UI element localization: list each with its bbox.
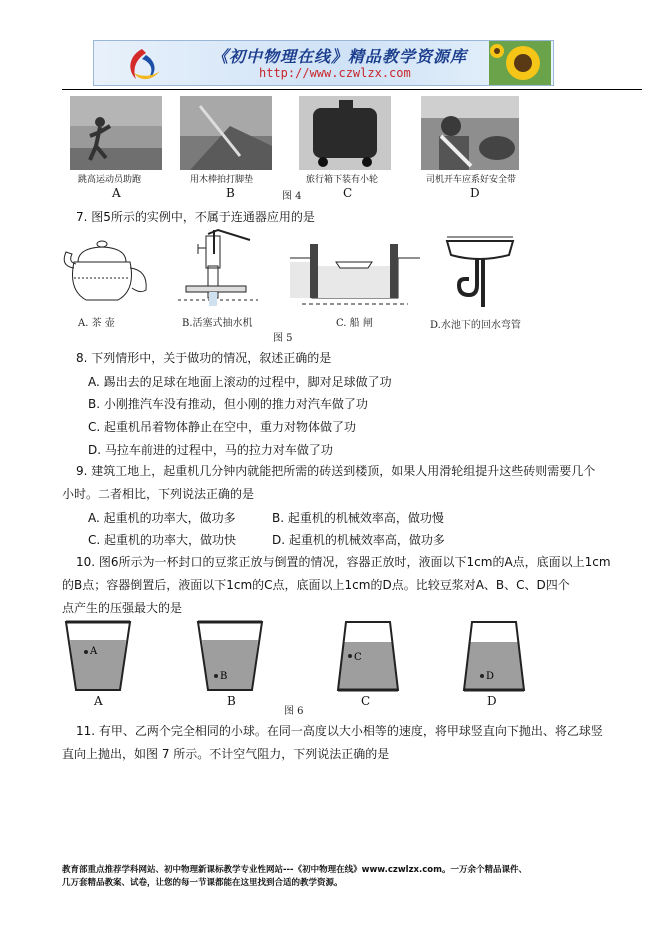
fig4-caption-a: 跳高运动员助跑 (78, 175, 142, 185)
page-footer (62, 864, 527, 890)
q8-text: 8. 下列情形中，关于做功的情况，叙述正确的是 (76, 351, 332, 365)
q10-line1: 10. 图6所示为一杯封口的豆浆正放与倒置的情况，容器正放时，液面以下1cm的A点，底面以上1cm (76, 555, 611, 569)
fig4-label: 图 4 (282, 191, 302, 202)
cup-inverted-c-icon (334, 620, 402, 692)
q9-line1: 9. 建筑工地上，起重机几分钟内就能把所需的砖送到楼顶，如果人用滑轮组提升这些砖则需要几个 (76, 464, 596, 478)
fig6-letter-b: B (227, 694, 236, 708)
q7-caption-b: B.活塞式抽水机 (182, 318, 253, 329)
fig6-letter-d: D (487, 694, 497, 708)
fig6-label: 图 6 (284, 706, 304, 717)
cup-upright-a-icon (64, 620, 132, 692)
fig4-letter-c: C (343, 186, 353, 200)
sunflower-icon (489, 41, 551, 86)
q10-line3: 点产生的压强最大的是 (62, 601, 183, 615)
point-b-label: B (220, 671, 228, 682)
ship-lock-icon (290, 240, 420, 306)
piston-pump-icon (178, 226, 258, 308)
site-logo-icon (112, 45, 172, 83)
q8-option-c: C. 起重机吊着物体静止在空中，重力对物体做了功 (88, 420, 357, 434)
q11-line2: 直向上抛出，如图 7 所示。不计空气阻力，下列说法正确的是 (62, 747, 390, 761)
point-a-label: A (90, 646, 98, 657)
drain-trap-icon (443, 233, 517, 309)
q8-option-b: B. 小刚推汽车没有推动，但小刚的推力对汽车做了功 (88, 397, 368, 411)
fig5-label: 图 5 (273, 333, 293, 344)
q7-caption-c: C. 船 闸 (336, 318, 373, 329)
q9-option-d: D. 起重机的机械效率高，做功多 (272, 533, 445, 547)
footer-line-2: 几万套精品教案、试卷，让您的每一节课都能在这里找到合适的教学资源。 (62, 878, 343, 888)
q9-option-a: A. 起重机的功率大，做功多 (88, 511, 236, 525)
fig4-caption-d: 司机开车应系好安全带 (426, 175, 517, 185)
photo-suitcase-wheels (299, 96, 391, 170)
q7-text: 7. 图5所示的实例中，不属于连通器应用的是 (76, 210, 315, 224)
fig4-caption-b: 用木棒拍打脚垫 (190, 175, 254, 185)
fig4-letter-d: D (470, 186, 480, 200)
fig6-letter-c: C (361, 694, 371, 708)
footer-line-1: 教育部重点推荐学科网站、初中物理新课标教学专业性网站---《初中物理在线》www.czwlzx.com。一万余个精品课件、 (62, 865, 527, 875)
point-d-label: D (486, 671, 495, 682)
fig6-letter-a: A (94, 694, 103, 708)
point-c-label: C (354, 652, 362, 663)
photo-seat-belt (421, 96, 519, 170)
fig4-letter-b: B (226, 186, 235, 200)
q9-option-b: B. 起重机的机械效率高，做功慢 (272, 511, 444, 525)
cup-inverted-d-icon (460, 620, 528, 692)
q7-caption-a: A. 茶 壶 (78, 318, 115, 329)
q11-line1: 11. 有甲、乙两个完全相同的小球。在同一高度以大小相等的速度，将甲球竖直向下抛出、将乙球竖 (76, 724, 603, 738)
banner-url: http://www.czwlzx.com (259, 66, 411, 80)
photo-high-jump-run (70, 96, 162, 170)
fig4-caption-c: 旅行箱下装有小轮 (306, 175, 379, 185)
q10-line2: 的B点；容器倒置后，液面以下1cm的C点，底面以上1cm的D点。比较豆浆对A、B、C、D四个 (62, 578, 570, 592)
q9-line2: 小时。二者相比，下列说法正确的是 (62, 487, 255, 501)
cup-upright-b-icon (196, 620, 264, 692)
teapot-icon (60, 232, 155, 307)
photo-beating-mat (180, 96, 272, 170)
header-rule (62, 89, 642, 90)
q8-option-a: A. 踢出去的足球在地面上滚动的过程中，脚对足球做了功 (88, 375, 392, 389)
q9-option-c: C. 起重机的功率大，做功快 (88, 533, 237, 547)
site-banner (93, 40, 554, 86)
banner-title: 《初中物理在线》精品教学资源库 (212, 47, 468, 66)
q8-option-d: D. 马拉车前进的过程中，马的拉力对车做了功 (88, 443, 333, 457)
fig4-letter-a: A (112, 186, 121, 200)
q7-caption-d: D.水池下的回水弯管 (430, 320, 521, 331)
